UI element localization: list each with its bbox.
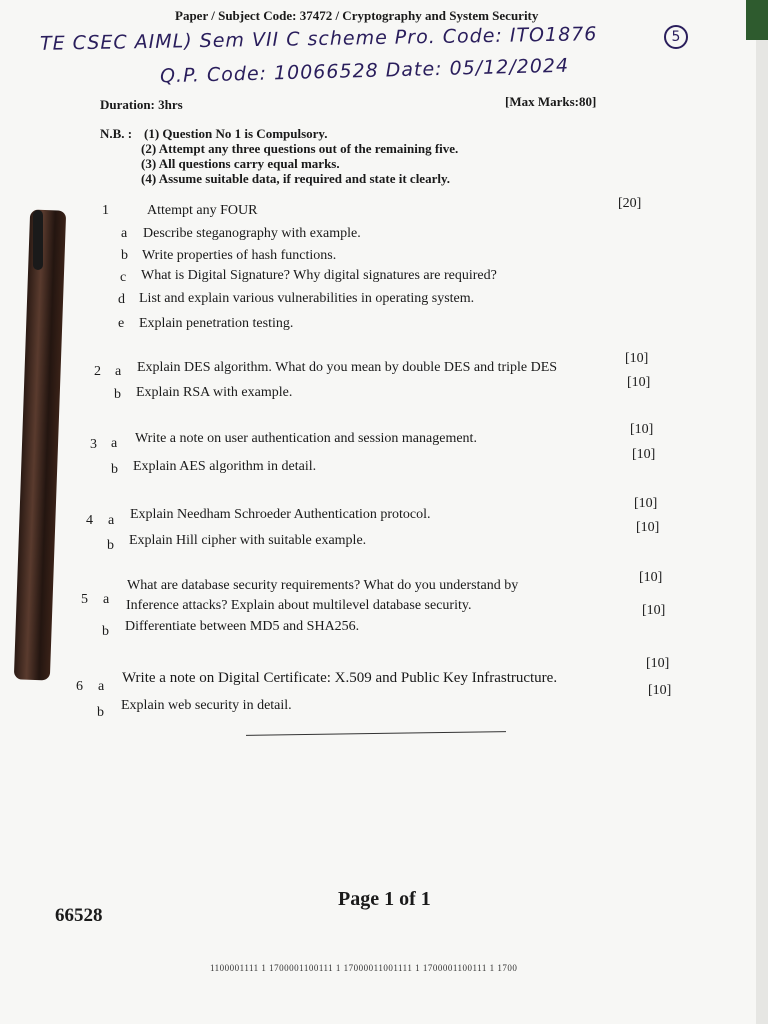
- question-text: Explain AES algorithm in detail.: [133, 459, 317, 474]
- question-number: 6: [76, 679, 83, 694]
- part-label: e: [118, 316, 125, 331]
- qp-code: 66528: [55, 905, 103, 926]
- question-text: Explain web security in detail.: [121, 698, 292, 713]
- part-label: b: [111, 462, 118, 477]
- question-marks: [10]: [636, 520, 660, 535]
- page-number: Page 1 of 1: [338, 888, 431, 910]
- question-marks: [10]: [632, 447, 656, 462]
- question-number: 4: [86, 513, 93, 528]
- question-text: Differentiate between MD5 and SHA256.: [125, 619, 360, 634]
- question-marks: [10]: [648, 683, 672, 698]
- question-text: What are database security requirements? What do you understand by: [127, 578, 519, 593]
- question-text: Write properties of hash functions.: [142, 248, 337, 263]
- part-label: b: [121, 248, 128, 263]
- part-label: b: [97, 705, 104, 720]
- part-label: b: [107, 538, 114, 553]
- pen-image: [14, 210, 66, 681]
- note-item: (3) All questions carry equal marks.: [141, 156, 340, 171]
- question-marks: [10]: [642, 603, 666, 618]
- page-edge: [756, 40, 768, 1024]
- question-number: 5: [81, 592, 88, 607]
- note-item: (4) Assume suitable data, if required and state it clearly.: [141, 171, 450, 186]
- question-text: Write a note on Digital Certificate: X.509 and Public Key Infrastructure.: [122, 670, 558, 686]
- question-text: Explain DES algorithm. What do you mean by double DES and triple DES: [137, 360, 558, 375]
- question-marks: [10]: [625, 351, 649, 366]
- question-marks: [10]: [639, 570, 663, 585]
- part-label: b: [114, 387, 121, 402]
- duration: Duration: 3hrs: [100, 97, 183, 112]
- handwritten-course-line: TE CSEC AIML) Sem VII C scheme Pro. Code: ITO1876: [39, 23, 598, 55]
- notes-label: N.B. :: [100, 126, 133, 141]
- question-text: Explain penetration testing.: [139, 316, 294, 331]
- question-marks: [10]: [627, 375, 651, 390]
- note-item: (2) Attempt any three questions out of the remaining five.: [141, 141, 459, 156]
- question-text: Explain Hill cipher with suitable example.: [129, 533, 367, 548]
- background-strip: [746, 0, 768, 40]
- part-label: a: [108, 513, 115, 528]
- part-label: a: [98, 679, 105, 694]
- part-label: c: [120, 270, 127, 285]
- max-marks: [Max Marks:80]: [505, 94, 597, 109]
- paper-code-header: Paper / Subject Code: 37472 / Cryptography and System Security: [175, 8, 539, 23]
- part-label: a: [111, 436, 118, 451]
- question-number: 3: [90, 437, 97, 452]
- note-item: (1) Question No 1 is Compulsory.: [144, 126, 328, 141]
- question-marks: [10]: [630, 422, 654, 437]
- question-text: Write a note on user authentication and session management.: [135, 431, 477, 446]
- part-label: a: [103, 592, 110, 607]
- circled-number: 5: [664, 25, 688, 49]
- question-text-continued: Inference attacks? Explain about multilevel database security.: [126, 598, 472, 613]
- question-text: Describe steganography with example.: [143, 226, 361, 241]
- question-text: What is Digital Signature? Why digital signatures are required?: [141, 268, 497, 283]
- part-label: a: [121, 226, 128, 241]
- question-number: 1: [102, 203, 109, 218]
- question-text: Explain RSA with example.: [136, 385, 293, 400]
- question-marks: [10]: [646, 656, 670, 671]
- question-marks: [20]: [618, 196, 642, 211]
- part-label: b: [102, 624, 109, 639]
- question-number: 2: [94, 364, 101, 379]
- handwritten-code-date-line: Q.P. Code: 10066528 Date: 05/12/2024: [159, 54, 570, 88]
- question-marks: [10]: [634, 496, 658, 511]
- bottom-print: 1100001111 1 1700001100111 1 17000011001111 1 1700001100111 1 1700: [210, 963, 518, 973]
- question-intro: Attempt any FOUR: [147, 203, 258, 218]
- end-rule: [246, 731, 506, 736]
- part-label: a: [115, 364, 122, 379]
- question-text: List and explain various vulnerabilities in operating system.: [139, 291, 475, 306]
- question-text: Explain Needham Schroeder Authentication protocol.: [130, 507, 431, 522]
- part-label: d: [118, 292, 125, 307]
- pen-clip: [33, 210, 43, 270]
